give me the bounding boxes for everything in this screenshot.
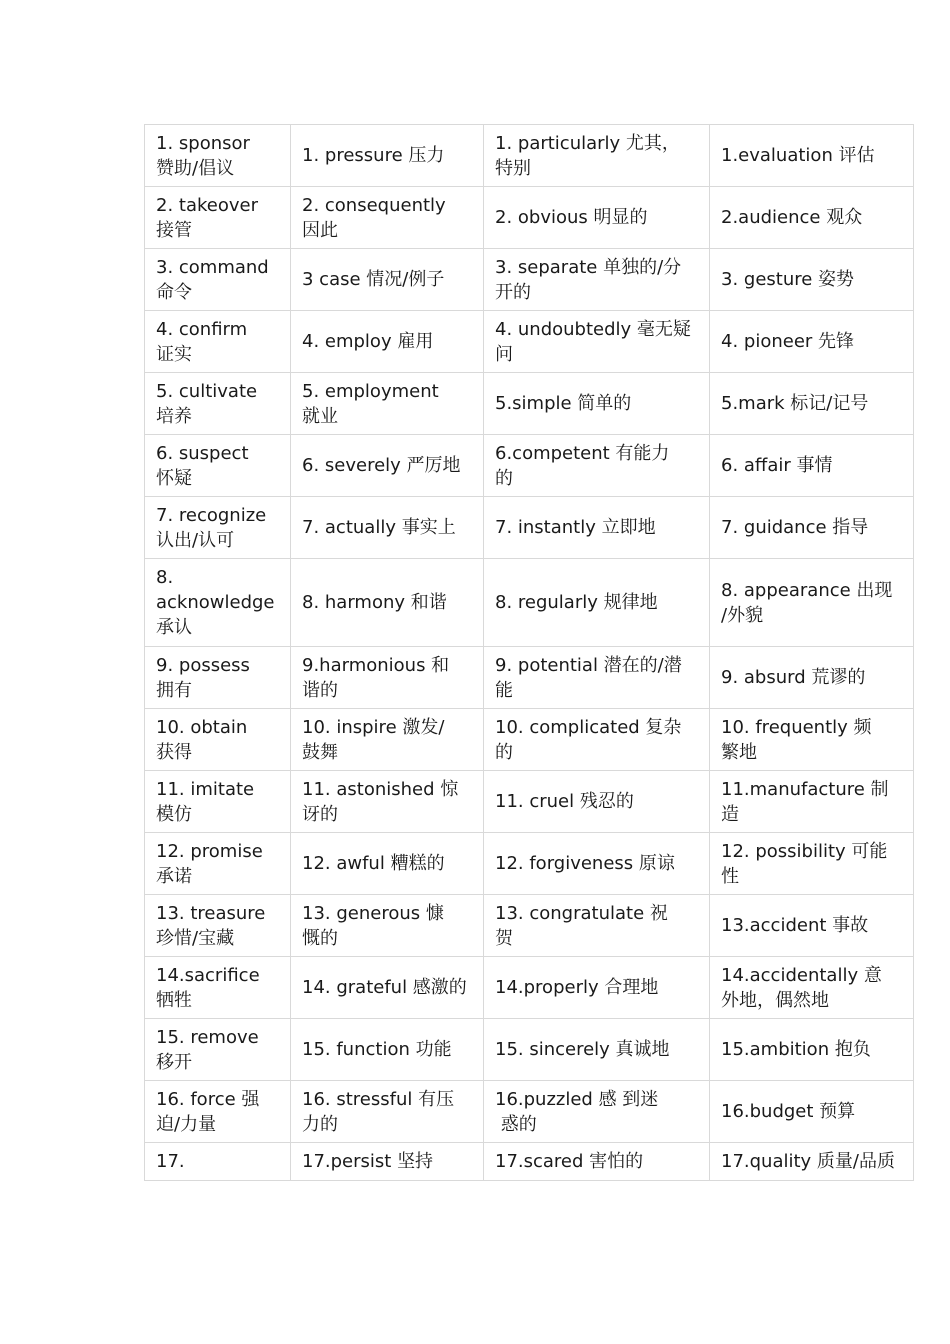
table-cell: 4. employ 雇用 [291,311,484,373]
table-cell: 12. possibility 可能 性 [710,833,914,895]
table-cell: 9. potential 潜在的/潜 能 [484,647,710,709]
table-cell: 1. pressure 压力 [291,125,484,187]
table-cell: 13. treasure 珍惜/宝藏 [145,895,291,957]
table-cell: 9.harmonious 和 谐的 [291,647,484,709]
table-cell: 17.quality 质量/品质 [710,1143,914,1181]
table-row [145,373,914,435]
table-row [145,771,914,833]
table-row [145,497,914,559]
table-row [145,709,914,771]
table-cell: 8. appearance 出现 /外貌 [710,559,914,647]
table-row [145,957,914,1019]
table-cell: 6. severely 严厉地 [291,435,484,497]
table-cell: 9. absurd 荒谬的 [710,647,914,709]
table-cell: 12. forgiveness 原谅 [484,833,710,895]
table-cell: 15. function 功能 [291,1019,484,1081]
table-cell: 15. remove 移开 [145,1019,291,1081]
table-cell: 16. stressful 有压 力的 [291,1081,484,1143]
table-cell: 1.evaluation 评估 [710,125,914,187]
table-cell: 6. suspect 怀疑 [145,435,291,497]
table-cell: 13. congratulate 祝 贺 [484,895,710,957]
table-cell: 11.manufacture 制 造 [710,771,914,833]
table-cell: 8. regularly 规律地 [484,559,710,647]
table-cell: 13.accident 事故 [710,895,914,957]
table-cell: 5. employment 就业 [291,373,484,435]
table-row [145,435,914,497]
table-cell: 10. complicated 复杂 的 [484,709,710,771]
table-cell: 16.budget 预算 [710,1081,914,1143]
table-cell: 2. consequently 因此 [291,187,484,249]
table-row [145,311,914,373]
table-row [145,833,914,895]
table-cell: 3 case 情况/例子 [291,249,484,311]
table-cell: 13. generous 慷 慨的 [291,895,484,957]
table-cell: 4. undoubtedly 毫无疑 问 [484,311,710,373]
table-cell: 11. imitate 模仿 [145,771,291,833]
table-cell: 8. acknowledge 承认 [145,559,291,647]
table-cell: 15. sincerely 真诚地 [484,1019,710,1081]
table-cell: 15.ambition 抱负 [710,1019,914,1081]
table-cell: 7. guidance 指导 [710,497,914,559]
vocabulary-table [144,124,914,1181]
table-cell: 16.puzzled 感 到迷 惑的 [484,1081,710,1143]
table-cell: 3. gesture 姿势 [710,249,914,311]
table-cell: 14.properly 合理地 [484,957,710,1019]
table-row [145,647,914,709]
table-cell: 5.mark 标记/记号 [710,373,914,435]
table-cell: 14.sacrifice 牺牲 [145,957,291,1019]
table-cell: 1. particularly 尤其， 特别 [484,125,710,187]
table-cell: 7. recognize 认出/认可 [145,497,291,559]
table-cell: 7. actually 事实上 [291,497,484,559]
table-cell: 17.persist 坚持 [291,1143,484,1181]
table-row [145,1081,914,1143]
table-row [145,187,914,249]
table-row [145,249,914,311]
table-cell: 17. [145,1143,291,1181]
table-cell: 2.audience 观众 [710,187,914,249]
table-cell: 5.simple 简单的 [484,373,710,435]
table-cell: 8. harmony 和谐 [291,559,484,647]
table-cell: 4. confirm 证实 [145,311,291,373]
table-cell: 14. grateful 感激的 [291,957,484,1019]
table-cell: 12. awful 糟糕的 [291,833,484,895]
table-cell: 3. separate 单独的/分 开的 [484,249,710,311]
table-cell: 4. pioneer 先锋 [710,311,914,373]
table-cell: 6. affair 事情 [710,435,914,497]
table-cell: 11. astonished 惊 讶的 [291,771,484,833]
table-row [145,125,914,187]
table-cell: 14.accidentally 意 外地，偶然地 [710,957,914,1019]
table-cell: 5. cultivate 培养 [145,373,291,435]
table-cell: 2. takeover 接管 [145,187,291,249]
table-cell: 1. sponsor 赞助/倡议 [145,125,291,187]
table-row [145,559,914,647]
table-row [145,895,914,957]
table-row [145,1143,914,1181]
table-cell: 6.competent 有能力 的 [484,435,710,497]
table-cell: 7. instantly 立即地 [484,497,710,559]
table-cell: 17.scared 害怕的 [484,1143,710,1181]
table-cell: 12. promise 承诺 [145,833,291,895]
table-cell: 2. obvious 明显的 [484,187,710,249]
table-cell: 16. force 强 迫/力量 [145,1081,291,1143]
table-row [145,1019,914,1081]
vocabulary-table-body [145,125,914,1181]
table-cell: 10. inspire 激发/ 鼓舞 [291,709,484,771]
table-cell: 10. frequently 频 繁地 [710,709,914,771]
table-cell: 11. cruel 残忍的 [484,771,710,833]
table-cell: 3. command 命令 [145,249,291,311]
table-cell: 10. obtain 获得 [145,709,291,771]
table-cell: 9. possess 拥有 [145,647,291,709]
